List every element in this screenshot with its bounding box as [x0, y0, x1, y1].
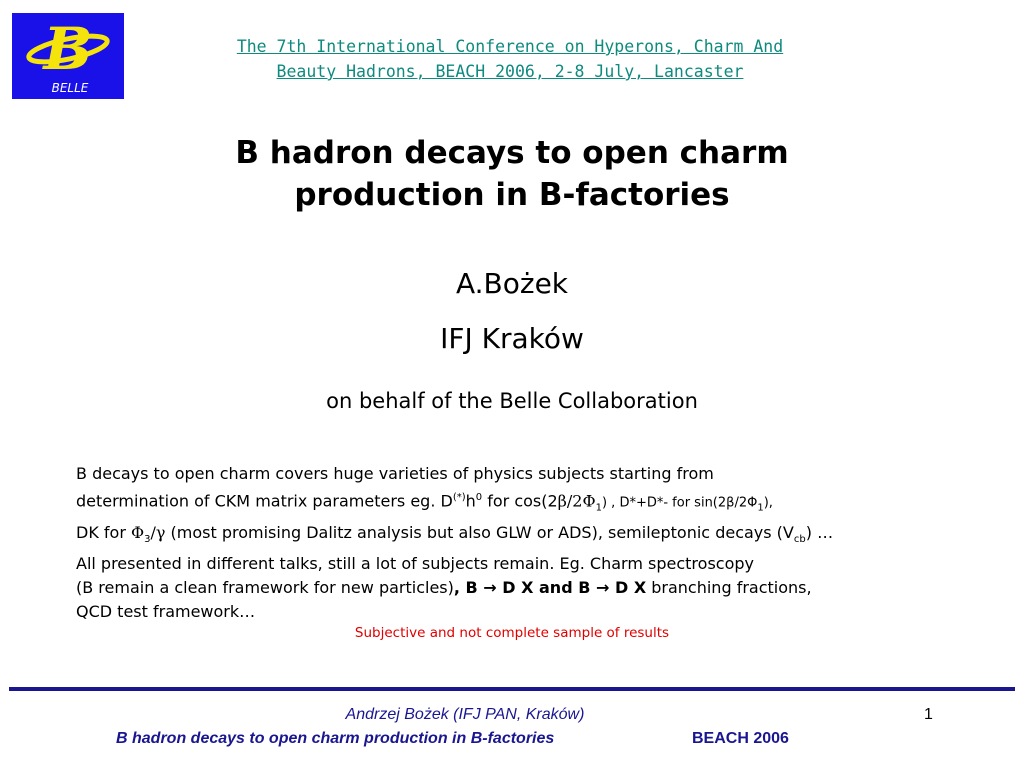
subscript: cb: [793, 533, 806, 545]
belle-logo: [12, 13, 124, 99]
footer-talk-title: B hadron decays to open charm production in B-factories: [116, 730, 555, 747]
logo-text: BELLE: [51, 81, 89, 95]
logo-letter: B: [43, 15, 93, 83]
abstract-text: ),: [763, 495, 773, 511]
belle-logo-graphic: [12, 13, 124, 99]
abstract-text: ) …: [805, 522, 834, 542]
title-line-1: B hadron decays to open charm: [235, 135, 789, 171]
abstract-text: for cos(2: [482, 491, 558, 511]
subscript: 1: [595, 502, 602, 514]
footer-author: Andrzej Bożek (IFJ PAN, Kraków): [345, 706, 585, 723]
page-number: 1: [924, 706, 933, 723]
abstract-line-2: [76, 486, 976, 521]
abstract-text: determination of CKM matrix parameters eg. D: [76, 491, 453, 511]
abstract-line-5: [76, 576, 976, 600]
greek-symbol: /γ: [150, 522, 166, 542]
superscript: (*): [452, 492, 466, 503]
conference-link[interactable]: [150, 34, 870, 84]
abstract-line-1: B decays to open charm covers huge varieties of physics subjects starting from: [76, 464, 714, 483]
abstract-text: branching fractions,: [646, 577, 812, 597]
greek-symbol: Φ: [130, 522, 145, 542]
subscript: 1: [757, 502, 764, 514]
abstract-text: (B remain a clean framework for new particles): [76, 577, 454, 597]
superscript: 0: [475, 492, 483, 503]
greek-symbol: β/2Φ: [557, 491, 596, 511]
decay-modes: , B → D X and B → D X: [453, 577, 647, 597]
abstract-line-6: QCD test framework…: [76, 601, 256, 621]
abstract-line-4: All presented in different talks, still a lot of subjects remain. Eg. Charm spectroscopy: [76, 553, 754, 573]
subscript: 3: [144, 533, 151, 545]
slide-title: [112, 132, 912, 216]
conference-line-1: The 7th International Conference on Hyperons, Charm And: [236, 37, 784, 56]
abstract-text: ) , D*+D*- for sin(2β/2Φ: [601, 495, 758, 511]
abstract: [76, 462, 976, 624]
disclaimer-note: Subjective and not complete sample of results: [354, 625, 670, 641]
abstract-line-3: [76, 521, 976, 552]
abstract-text: (most promising Dalitz analysis but also GLW or ADS), semileptonic decays (V: [165, 522, 794, 542]
footer-event: BEACH 2006: [692, 730, 789, 747]
author-institute: IFJ Kraków: [440, 322, 584, 355]
title-line-2: production in B-factories: [294, 177, 730, 213]
abstract-text: h: [465, 491, 476, 511]
conference-line-2: Beauty Hadrons, BEACH 2006, 2-8 July, Lancaster: [276, 62, 744, 81]
footer-divider: [9, 687, 1015, 691]
author-name: A.Bożek: [455, 267, 569, 300]
collaboration-line: on behalf of the Belle Collaboration: [326, 389, 698, 413]
abstract-text: DK for: [76, 522, 131, 542]
